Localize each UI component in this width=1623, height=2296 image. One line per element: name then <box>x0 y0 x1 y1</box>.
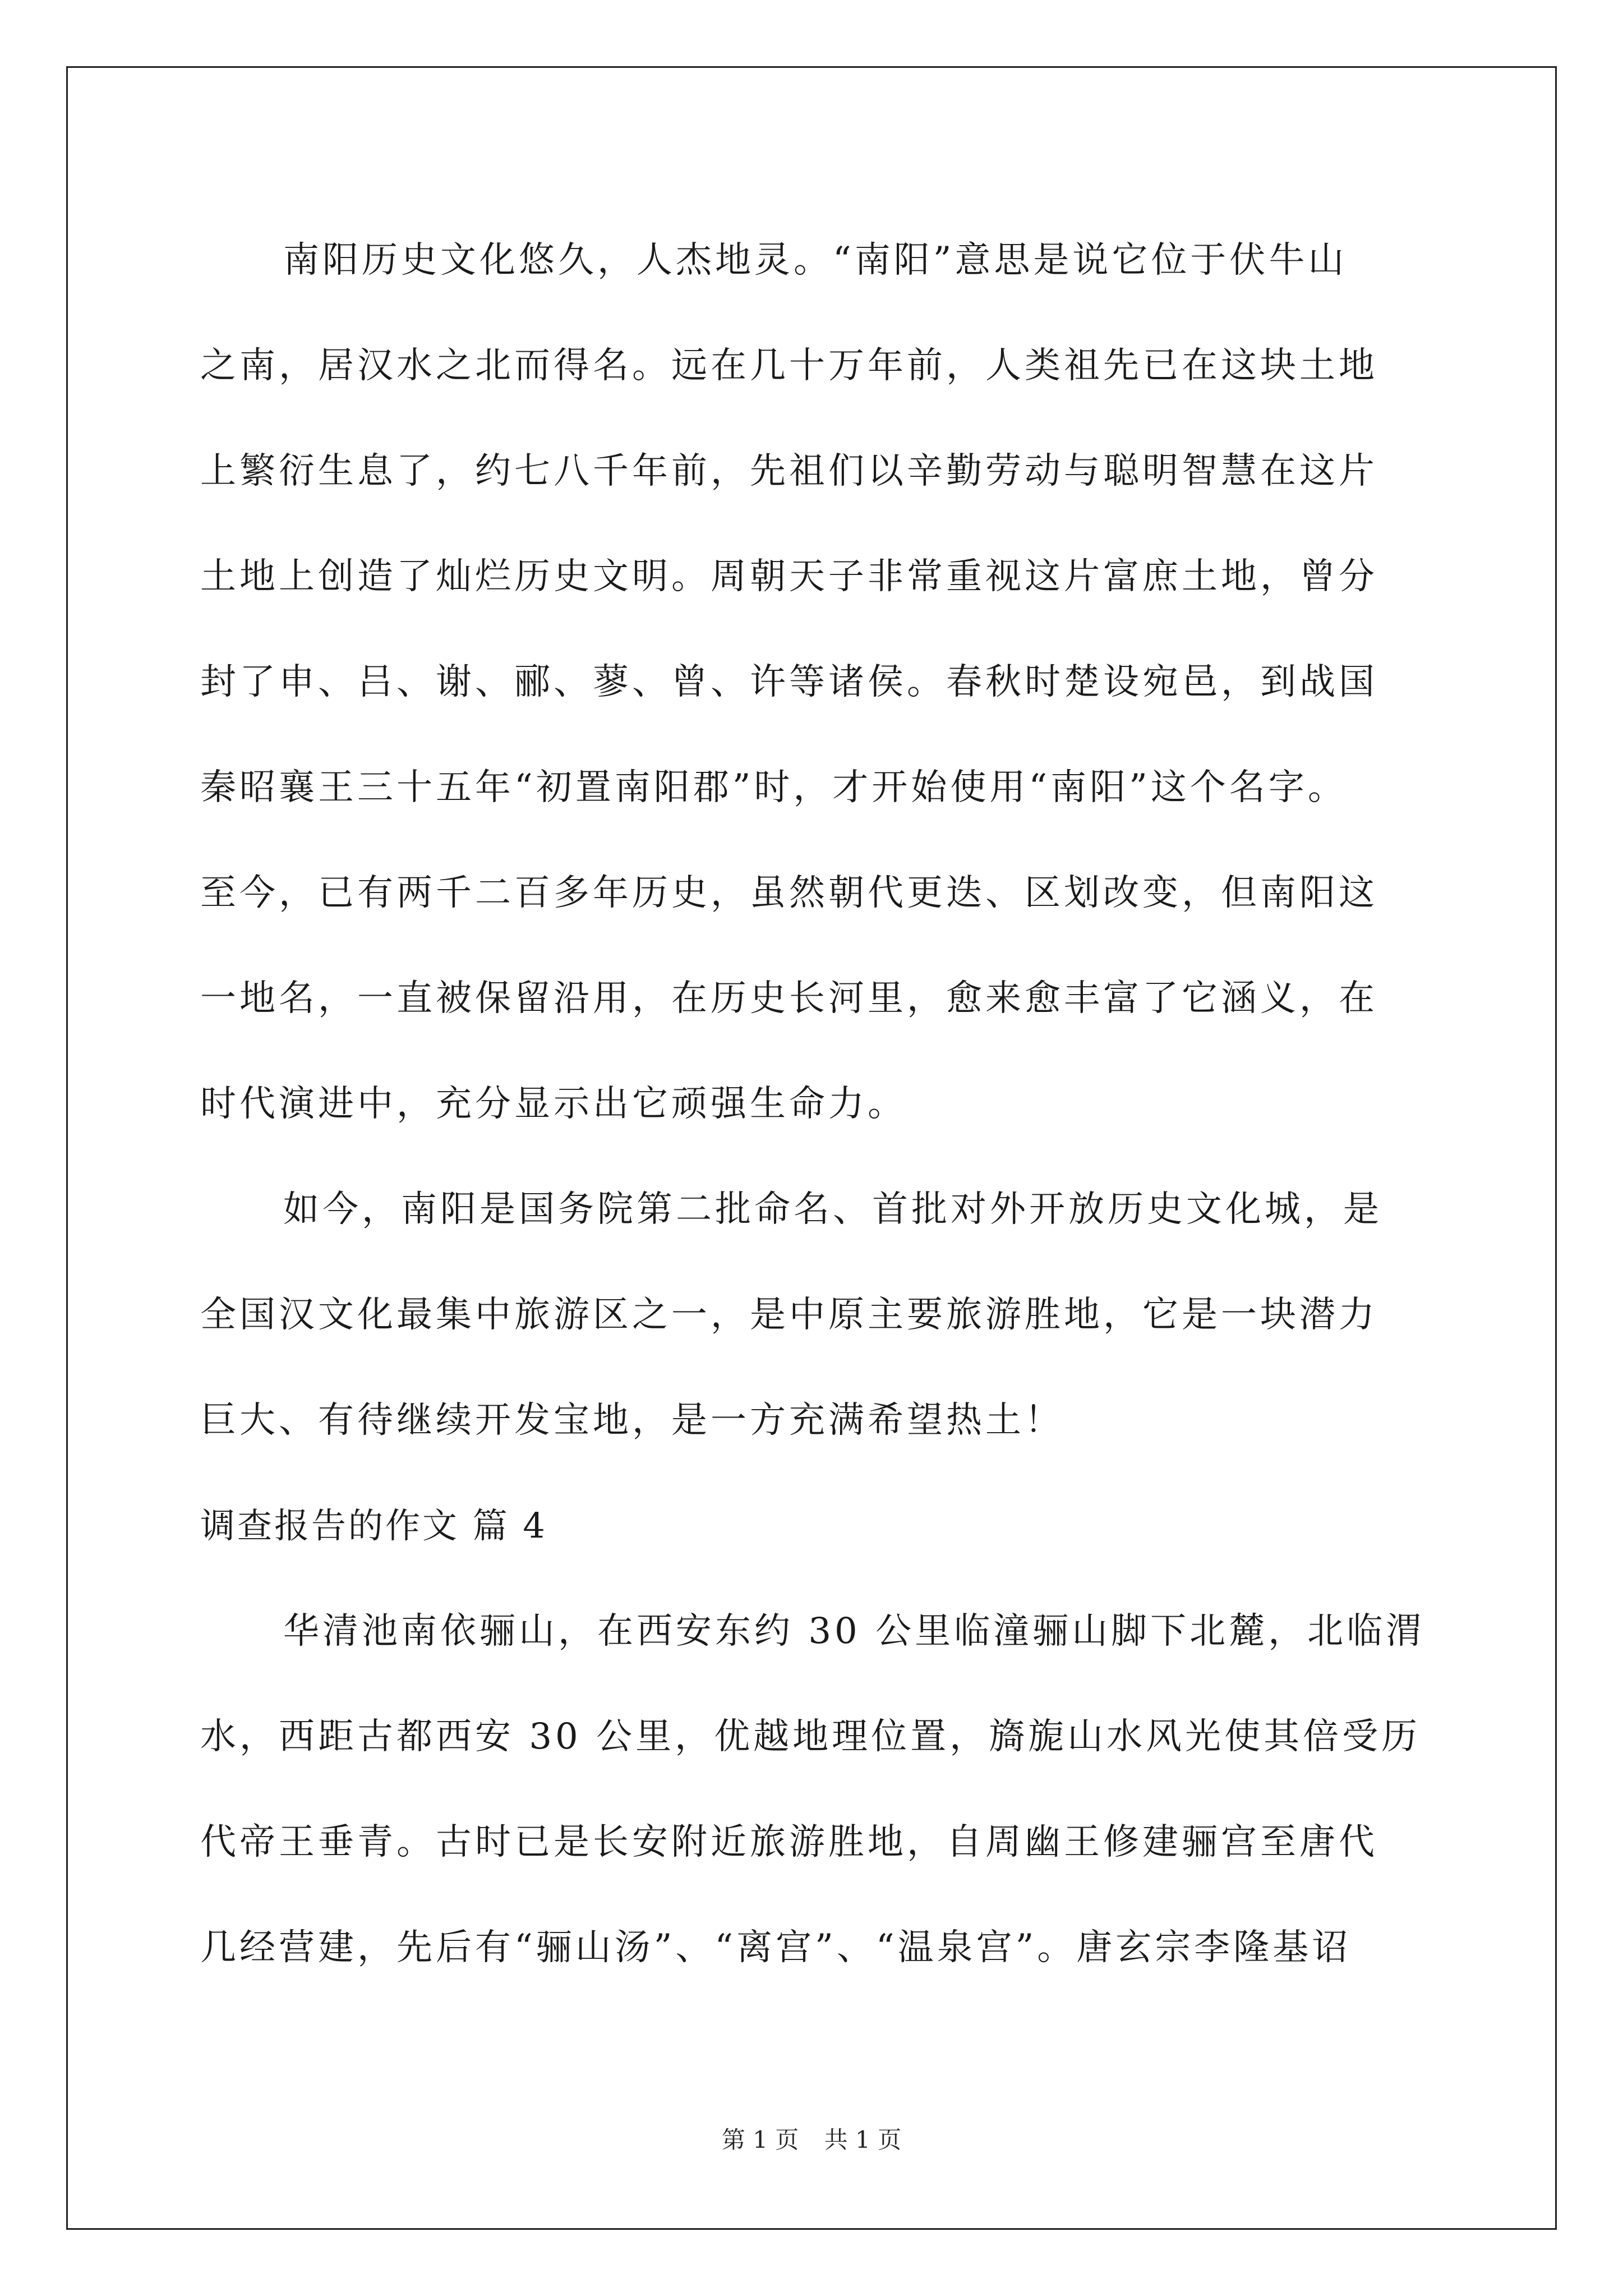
paragraph-3 <box>200 1579 1434 2000</box>
text-line: 至今，已有两千二百多年历史，虽然朝代更迭、区划改变，但南阳这 <box>200 872 1378 914</box>
text-line: 几经营建，先后有“骊山汤”、“离宫”、“温泉宫”。唐玄宗李隆基诏 <box>200 1927 1352 1968</box>
text-line: 代帝王垂青。古时已是长安附近旅游胜地，自周幽王修建骊宫至唐代 <box>200 1821 1378 1863</box>
text-line: 时代演进中，充分显示出它顽强生命力。 <box>200 1083 907 1125</box>
page-number: 第 1 页 <box>721 2126 799 2154</box>
page-footer <box>0 2122 1623 2155</box>
paragraph-1 <box>200 208 1434 1157</box>
text-line: 水，西距古都西安 30 公里，优越地理位置，旖旎山水风光使其倍受历 <box>200 1716 1421 1757</box>
paragraph-2 <box>200 1157 1434 1473</box>
page-total: 共 1 页 <box>824 2126 902 2154</box>
text-line: 之南，居汉水之北而得名。远在几十万年前，人类祖先已在这块土地 <box>200 345 1378 386</box>
text-line: 巨大、有待继续开发宝地，是一方充满希望热土！ <box>200 1400 1064 1441</box>
section-heading: 调查报告的作文 篇 4 <box>200 1505 547 1546</box>
text-line: 全国汉文化最集中旅游区之一，是中原主要旅游胜地，它是一块潜力 <box>200 1294 1378 1336</box>
text-line: 如今，南阳是国务院第二批命名、首批对外开放历史文化城，是 <box>283 1189 1382 1230</box>
text-line: 南阳历史文化悠久，人杰地灵。“南阳”意思是说它位于伏牛山 <box>283 240 1348 281</box>
text-line: 一地名，一直被保留沿用，在历史长河里，愈来愈丰富了它涵义，在 <box>200 978 1378 1019</box>
text-line: 秦昭襄王三十五年“初置南阳郡”时，才开始使用“南阳”这个名字。 <box>200 767 1347 808</box>
text-line: 华清池南依骊山，在西安东约 30 公里临潼骊山脚下北麓，北临渭 <box>283 1611 1426 1652</box>
text-line: 封了申、吕、谢、郦、蓼、曾、许等诸侯。春秋时楚设宛邑，到战国 <box>200 661 1378 703</box>
text-line: 土地上创造了灿烂历史文明。周朝天子非常重视这片富庶土地，曾分 <box>200 556 1378 597</box>
document-body <box>200 208 1434 2000</box>
text-line: 上繁衍生息了，约七八千年前，先祖们以辛勤劳动与聪明智慧在这片 <box>200 450 1378 492</box>
